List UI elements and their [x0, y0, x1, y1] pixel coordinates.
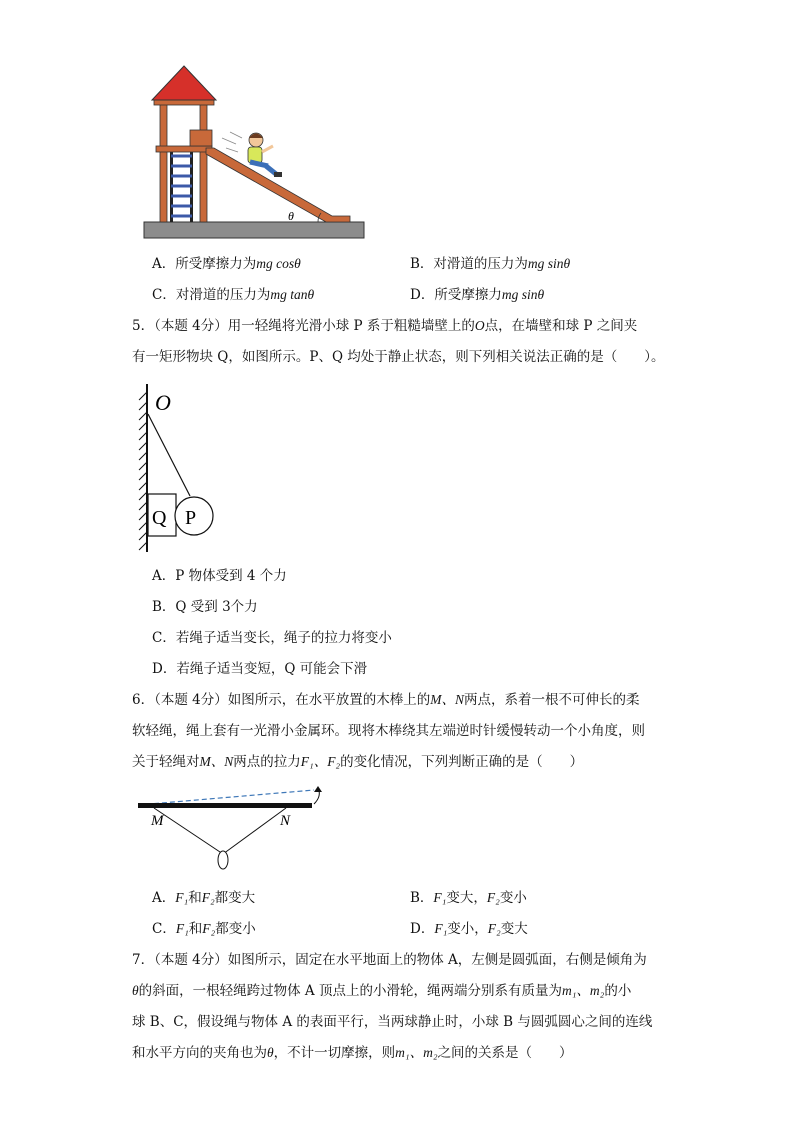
slide-ramp [206, 148, 350, 222]
q4-option-d-expr: mg sinθ [501, 287, 545, 302]
q6-stem-line3: 关于轻绳对M、N两点的拉力F₁、F₂的变化情况，下列判断正确的是（ ） [132, 754, 584, 770]
rod-rope-figure [136, 786, 336, 876]
q6-stem-line2: 软轻绳，绳上套有一光滑小金属环。现将木棒绕其左端逆时针缓慢转动一个小角度，则 [132, 723, 645, 739]
q4-option-d-text: D．所受摩擦力 [410, 287, 502, 303]
q4-option-c[interactable] [152, 285, 314, 305]
q6-option-b[interactable]: B．F₁变大，F₂变小 [410, 890, 527, 906]
q5-option-d[interactable]: D．若绳子适当变短，Q 可能会下滑 [152, 661, 368, 677]
q4-option-a[interactable] [152, 254, 301, 274]
label-p: P [185, 507, 197, 529]
label-q: Q [152, 507, 167, 529]
rotated-rod [138, 790, 314, 805]
q4-option-d[interactable] [410, 285, 544, 305]
rope [148, 414, 190, 496]
q4-option-c-expr: mg tanθ [270, 287, 315, 302]
label-n: N [280, 813, 291, 829]
ground [144, 222, 364, 238]
slide-figure [140, 62, 370, 242]
q7-stem-line2: θ的斜面，一根轻绳跨过物体 A 顶点上的小滑轮，绳两端分别系有质量为m₁、m₂的小 [132, 983, 632, 999]
q6-option-d[interactable]: D．F₁变小，F₂变大 [410, 921, 528, 937]
q4-option-a-text: A．所受摩擦力为 [152, 256, 257, 272]
q4-option-b-text: B．对滑道的压力为 [410, 256, 528, 272]
q5-stem-line2: 有一矩形物块 Q，如图所示。P、Q 均处于静止状态，则下列相关说法正确的是（ ）。 [132, 349, 665, 365]
angle-label: θ [288, 209, 294, 223]
q4-option-b[interactable] [410, 254, 570, 274]
rod [138, 803, 312, 808]
q5-option-c[interactable]: C．若绳子适当变长，绳子的拉力将变小 [152, 630, 392, 646]
q7-stem-line3: 球 B、C，假设绳与物体 A 的表面平行，当两球静止时，小球 B 与圆弧圆心之间的连线 [132, 1014, 653, 1030]
q5-option-b[interactable]: B．Q 受到 3个力 [152, 599, 258, 615]
q4-option-c-text: C．对滑道的压力为 [152, 287, 271, 303]
q5-option-a[interactable]: A．P 物体受到 4 个力 [152, 568, 287, 584]
q5-stem-line1: 5．（本题 4分）用一轻绳将光滑小球 P 系于粗糙墙壁上的O点，在墙壁和球 P 之间夹 [132, 318, 638, 334]
metal-ring [218, 851, 228, 869]
q7-stem-line1: 7．（本题 4分）如图所示，固定在水平地面上的物体 A，左侧是圆弧面，右侧是倾角为 [132, 952, 647, 968]
q4-option-a-expr: mg cosθ [256, 256, 301, 271]
wall-ball-figure [135, 384, 235, 554]
label-m: M [151, 813, 164, 829]
q6-stem-line1: 6．（本题 4分）如图所示，在水平放置的木棒上的M、N两点，系着一根不可伸长的柔 [132, 692, 640, 708]
q7-stem-line4: 和水平方向的夹角也为θ，不计一切摩擦，则m₁、m₂之间的关系是（ ） [132, 1045, 573, 1061]
q6-option-c[interactable]: C．F₁和F₂都变小 [152, 921, 256, 937]
q6-option-a[interactable]: A．F₁和F₂都变大 [152, 890, 256, 906]
q4-option-b-expr: mg sinθ [527, 256, 571, 271]
roof [152, 66, 216, 100]
label-o: O [155, 390, 171, 415]
